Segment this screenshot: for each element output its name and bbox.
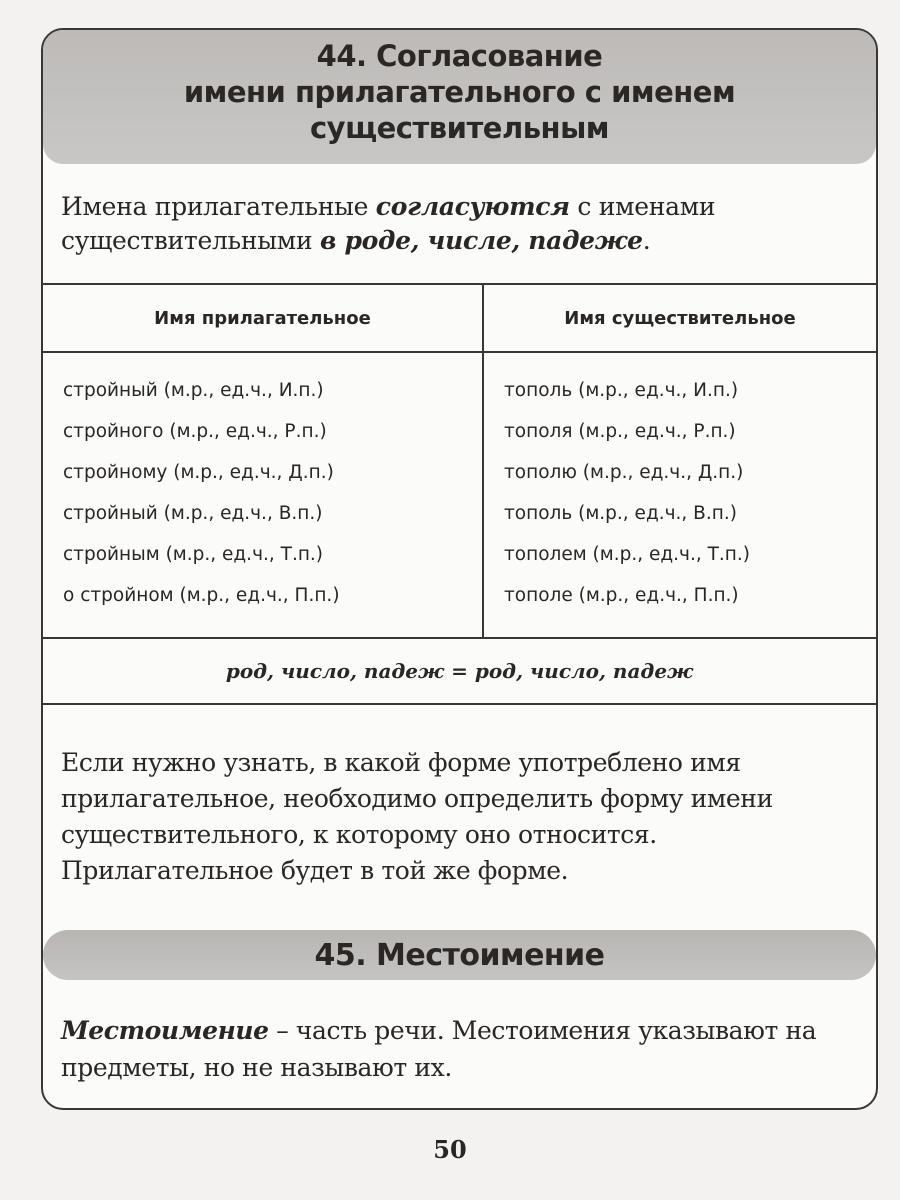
- page-number: 50: [433, 1135, 467, 1164]
- section-44-title-line: имени прилагательного с именем: [183, 75, 736, 109]
- intro-emphasis: согласуются: [375, 192, 570, 221]
- definition-text: – часть речи. Местоимения указывают на предметы, но не называют их.: [61, 1016, 817, 1082]
- section-44-title-line: существительным: [309, 111, 609, 145]
- intro-emphasis: в роде, числе, падеже: [319, 226, 643, 255]
- table-cell: стройный (м.р., ед.ч., И.п.): [63, 380, 324, 401]
- header-adjective: Имя прилагательное: [154, 307, 371, 329]
- agreement-formula: род, число, падеж = род, число, падеж: [43, 639, 876, 705]
- section-44-header: [43, 30, 876, 164]
- agreement-table: [43, 283, 876, 705]
- noun-column: [482, 353, 876, 637]
- intro-text: с именами существительными: [61, 192, 716, 255]
- table-header-row: [43, 285, 876, 353]
- table-cell: тополю (м.р., ед.ч., Д.п.): [504, 462, 744, 483]
- table-cell: тополем (м.р., ед.ч., Т.п.): [504, 544, 750, 565]
- table-cell: стройного (м.р., ед.ч., Р.п.): [63, 421, 327, 442]
- definition-term: Местоимение: [61, 1016, 269, 1045]
- table-cell: стройным (м.р., ед.ч., Т.п.): [63, 544, 324, 565]
- intro-paragraph: [61, 190, 861, 258]
- table-cell: тополе (м.р., ед.ч., П.п.): [504, 585, 739, 606]
- table-body: [43, 353, 876, 639]
- rule-paragraph: Если нужно узнать, в какой форме употреблено имя прилагательное, необходимо определить форму имени существительного, к которому оно относится. Прилагательное будет в той же форме.: [61, 748, 773, 885]
- rule-card: [41, 28, 878, 1110]
- intro-text: Имена прилагательные: [61, 192, 376, 221]
- table-cell: тополь (м.р., ед.ч., И.п.): [504, 380, 739, 401]
- table-cell: тополь (м.р., ед.ч., В.п.): [504, 503, 737, 524]
- adjective-column: [43, 353, 482, 637]
- header-noun: Имя существительное: [482, 285, 876, 351]
- table-cell: стройному (м.р., ед.ч., Д.п.): [63, 462, 334, 483]
- definition-paragraph: [61, 1012, 866, 1086]
- section-45-header: 45. Местоимение: [43, 930, 876, 980]
- table-cell: о стройном (м.р., ед.ч., П.п.): [63, 585, 340, 606]
- intro-text: .: [642, 226, 651, 255]
- table-cell: тополя (м.р., ед.ч., Р.п.): [504, 421, 736, 442]
- section-44-title-line: 44. Согласование: [316, 39, 603, 73]
- table-cell: стройный (м.р., ед.ч., В.п.): [63, 503, 323, 524]
